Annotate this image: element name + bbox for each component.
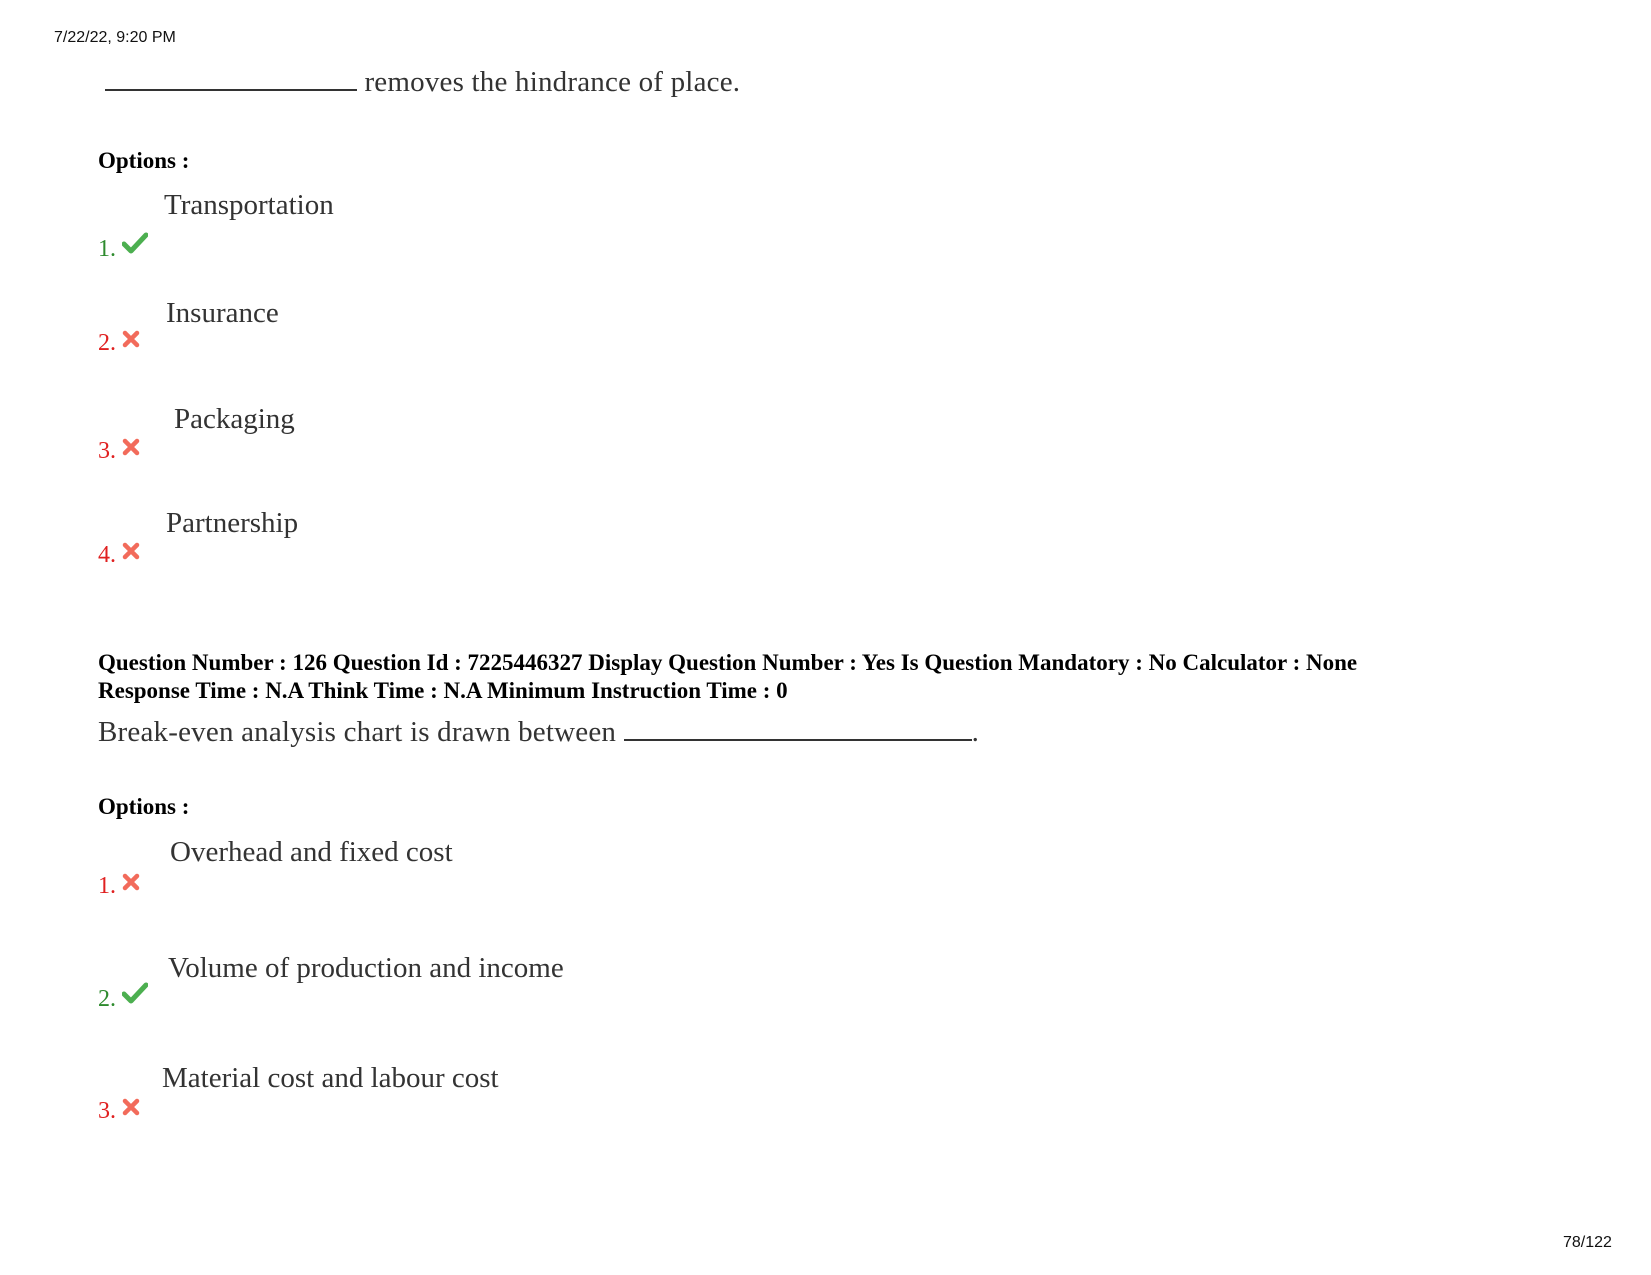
option-number-correct: 2. — [98, 982, 148, 1013]
question-126-text-content: Break-even analysis chart is drawn between — [98, 716, 617, 748]
cross-icon — [122, 540, 140, 567]
question-125-text-content: removes the hindrance of place. — [364, 66, 741, 98]
answer-blank — [105, 88, 357, 91]
option-number-wrong: 2. — [98, 328, 140, 357]
print-timestamp: 7/22/22, 9:20 PM — [54, 29, 176, 46]
option-number-wrong: 3. — [98, 436, 140, 465]
question-126-end: . — [971, 716, 980, 748]
option-text: Insurance — [166, 297, 279, 329]
answer-blank — [624, 738, 972, 741]
option-number-wrong: 4. — [98, 540, 140, 569]
options-label: Options : — [98, 794, 190, 819]
question-125-text — [105, 66, 740, 99]
option-number-wrong: 1. — [98, 871, 140, 900]
option-text: Transportation — [164, 189, 334, 221]
cross-icon — [122, 436, 140, 463]
cross-icon — [122, 1096, 140, 1123]
check-icon — [122, 232, 148, 261]
page-number: 78/122 — [1563, 1234, 1612, 1251]
option-text: Volume of production and income — [168, 952, 564, 984]
question-meta-line-2: Response Time : N.A Think Time : N.A Minimum Instruction Time : 0 — [98, 678, 788, 703]
cross-icon — [122, 871, 140, 898]
option-text: Partnership — [166, 507, 299, 539]
option-text: Material cost and labour cost — [162, 1062, 499, 1094]
option-text: Packaging — [174, 403, 295, 435]
question-meta-line-1: Question Number : 126 Question Id : 7225446327 Display Question Number : Yes Is Question Mandatory : No Calculator : None — [98, 650, 1358, 675]
options-label: Options : — [98, 148, 190, 173]
option-number-wrong: 3. — [98, 1096, 140, 1125]
check-icon — [122, 982, 148, 1011]
cross-icon — [122, 328, 140, 355]
option-text: Overhead and fixed cost — [170, 836, 453, 868]
question-126-text — [98, 716, 979, 749]
option-number-correct: 1. — [98, 232, 148, 263]
